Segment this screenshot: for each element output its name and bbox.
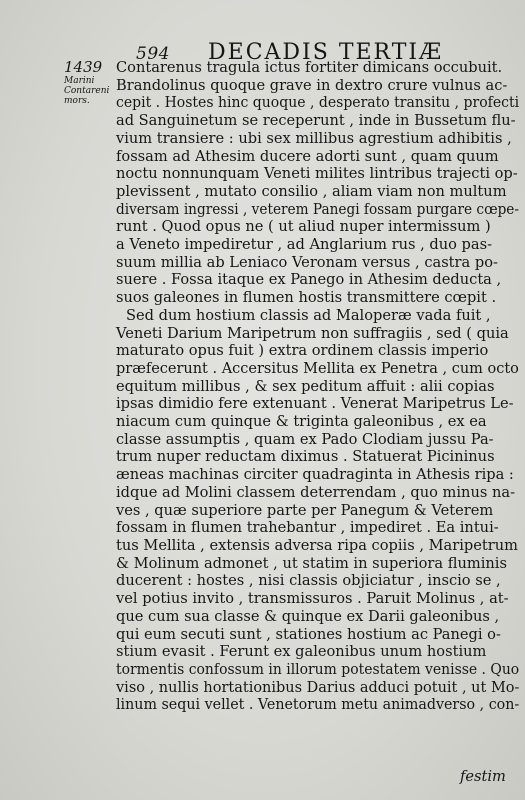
text-line: que cum sua classe & quinque ex Darii galeonibus , bbox=[116, 607, 500, 625]
text-line: ducerent : hostes , nisi classis objiciatur , inscio se , bbox=[116, 572, 501, 590]
text-line: vel potius invito , transmissuros . Paruit Molinus , at- bbox=[116, 590, 509, 608]
text-line: classe assumptis , quam ex Pado Clodiam jussu Pa- bbox=[116, 430, 494, 448]
text-line: Contarenus tragula ictus fortiter dimicans occubuit. bbox=[116, 59, 503, 76]
text-line: a Veneto impediretur , ad Anglarium rus , duo pas- bbox=[116, 236, 493, 254]
text-line: æneas machinas circiter quadraginta in Athesis ripa : bbox=[116, 466, 514, 484]
text-line: plevissent , mutato consilio , aliam viam non multum bbox=[116, 182, 507, 200]
margin-note-line: Marini bbox=[64, 76, 95, 86]
text-line: ad Sanguinetum se receperunt , inde in Bussetum flu- bbox=[116, 112, 516, 130]
text-line: & Molinum admonet , ut statim in superiora fluminis bbox=[116, 554, 507, 572]
text-line: suos galeones in flumen hostis transmittere cœpit . bbox=[116, 289, 497, 307]
text-line: viso , nullis hortationibus Darius adduci potuit , ut Mo- bbox=[116, 678, 520, 696]
text-line: cepit . Hostes hinc quoque , desperato transitu , profecti bbox=[116, 94, 520, 112]
text-line: idque ad Molini classem deterrendam , quo minus na- bbox=[116, 483, 516, 501]
text-line: stium evasit . Ferunt ex galeonibus unum hostium bbox=[116, 643, 487, 661]
margin-note bbox=[64, 76, 110, 106]
body-text bbox=[116, 59, 521, 714]
text-line: ves , quæ superiore parte per Panegum & Veterem bbox=[116, 501, 494, 519]
text-line: tormentis confossum in illorum potestatem venisse . Quo bbox=[116, 660, 520, 678]
catchword: festim bbox=[460, 768, 506, 785]
text-line: Brandolinus quoque grave in dextro crure vulnus ac- bbox=[116, 76, 508, 94]
page-number: 594 bbox=[136, 44, 170, 64]
text-line: tus Mellita , extensis adversa ripa copiis , Maripetrum bbox=[116, 536, 518, 554]
text-line: linum sequi vellet . Venetorum metu animadverso , con- bbox=[116, 696, 520, 714]
text-line: fossam in flumen trahebantur , impediret . Ea intui- bbox=[116, 519, 499, 537]
text-line: diversam ingressi , veterem Panegi fossam purgare cœpe- bbox=[116, 200, 519, 218]
text-line: trum nuper reductam diximus . Statuerat Picininus bbox=[116, 448, 495, 466]
text-line: fossam ad Athesim ducere adorti sunt , quam quum bbox=[116, 147, 499, 165]
text-line: præfecerunt . Accersitus Mellita ex Penetra , cum octo bbox=[116, 359, 519, 377]
paragraph-start-line: Sed dum hostium classis ad Maloperæ vada fuit , bbox=[126, 306, 491, 324]
text-line: suere . Fossa itaque ex Panego in Athesim deducta , bbox=[116, 271, 502, 289]
text-line: runt . Quod opus ne ( ut aliud nuper intermissum ) bbox=[116, 218, 491, 236]
text-line: suum millia ab Leniaco Veronam versus , castra po- bbox=[116, 253, 498, 271]
margin-note-line: Contareni bbox=[64, 86, 110, 96]
text-line: qui eum secuti sunt , stationes hostium ac Panegi o- bbox=[116, 625, 501, 643]
running-head: DECADIS TERTIÆ bbox=[208, 40, 444, 65]
text-line: ipsas dimidio fere extenuant . Venerat Maripetrus Le- bbox=[116, 395, 514, 413]
text-line: maturato opus fuit ) extra ordinem classis imperio bbox=[116, 342, 489, 360]
margin-note-line: mors. bbox=[64, 96, 90, 106]
text-line: Veneti Darium Maripetrum non suffragiis , sed ( quia bbox=[116, 324, 509, 342]
text-line: niacum cum quinque & triginta galeonibus , ex ea bbox=[116, 413, 487, 431]
margin-year: 1439 bbox=[64, 58, 103, 76]
text-line: vium transiere : ubi sex millibus agrestium adhibitis , bbox=[116, 129, 512, 147]
text-line: equitum millibus , & sex peditum affuit : alii copias bbox=[116, 377, 495, 395]
text-line: noctu nonnunquam Veneti milites lintribus trajecti op- bbox=[116, 165, 518, 183]
